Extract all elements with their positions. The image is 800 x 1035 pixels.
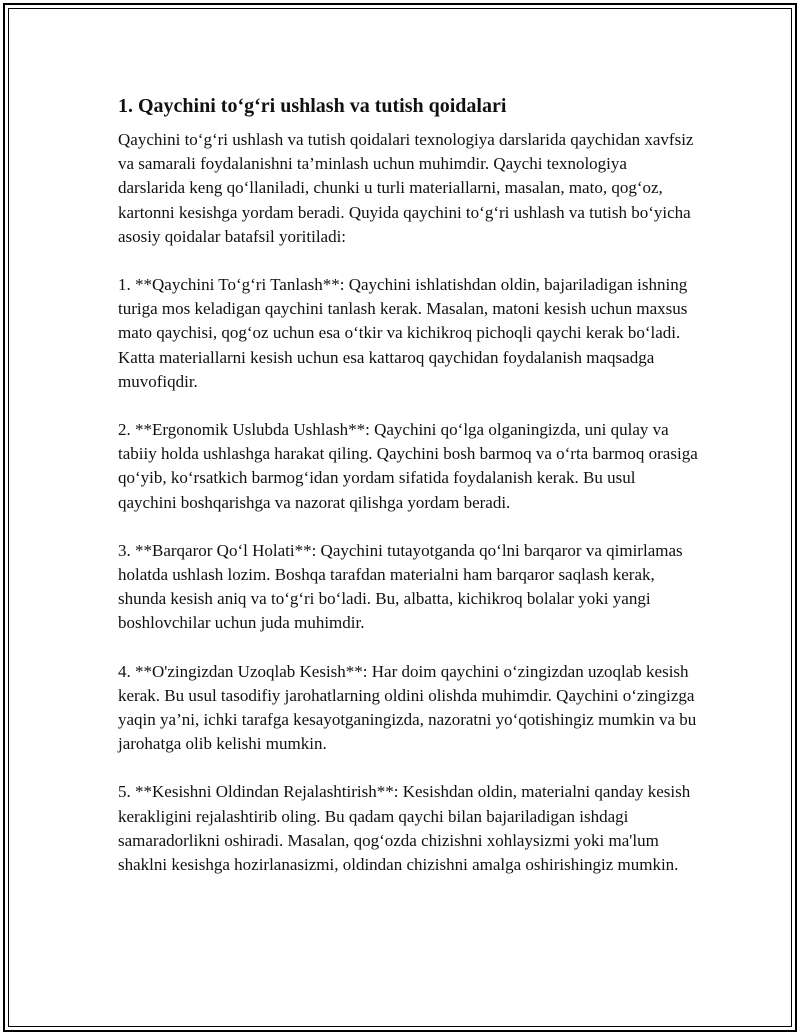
document-body: [118, 92, 698, 901]
rule-paragraph-1: 1. **Qaychini To‘g‘ri Tanlash**: Qaychini ishlatishdan oldin, bajariladigan ishning turiga mos keladigan qaychini tanlash kerak. Masalan, matoni kesish uchun maxsus mato qaychisi, qog‘oz uchun esa o‘tkir va kichikroq pichoqli qaychi kerak bo‘ladi. Katta materiallarni kesish uchun esa kattaroq qaychidan foydalanish maqsadga muvofiqdir.: [118, 275, 688, 391]
rule-paragraph-4: 4. **O'zingizdan Uzoqlab Kesish**: Har doim qaychini o‘zingizdan uzoqlab kesish kerak. Bu usul tasodifiy jarohatlarning oldini olishda muhimdir. Qaychini o‘zingizga yaqin ya’ni, ichki tarafga kesayotganingizda, nazoratni yo‘qotishingiz mumkin va bu jarohatga olib kelishi mumkin.: [118, 661, 697, 754]
rule-paragraph-3: 3. **Barqaror Qo‘l Holati**: Qaychini tutayotganda qo‘lni barqaror va qimirlamas holatda ushlash lozim. Boshqa tarafdan materialni ham barqaror saqlash kerak, shunda kesish aniq va to‘g‘ri bo‘ladi. Bu, albatta, kichikroq bolalar yoki yangi boshlovchilar uchun juda muhimdir.: [118, 540, 683, 633]
section-heading: 1. Qaychini to‘g‘ri ushlash va tutish qoidalari: [118, 95, 507, 117]
rule-paragraph-5: 5. **Kesishni Oldindan Rejalashtirish**: Kesishdan oldin, materialni qanday kesish kerakligini rejalashtirib oling. Bu qadam qaychi bilan bajariladigan ishdagi samaradorlikni oshiradi. Masalan, qog‘ozda chizishni xohlaysizmi yoki ma'lum shaklni kesishga hozirlanasizmi, oldindan chizishni amalga oshirishingiz mumkin.: [118, 782, 691, 875]
intro-paragraph: Qaychini to‘g‘ri ushlash va tutish qoidalari texnologiya darslarida qaychidan xavfsiz va samarali foydalanishni ta’minlash uchun muhimdir. Qaychi texnologiya darslarida keng qo‘llaniladi, chunki u turli materiallarni, masalan, mato, qog‘oz, kartonni kesishga yordam beradi. Quyida qaychini to‘g‘ri ushlash va tutish bo‘yicha asosiy qoidalar batafsil yoritiladi:: [118, 130, 694, 246]
rule-paragraph-2: 2. **Ergonomik Uslubda Ushlash**: Qaychini qo‘lga olganingizda, uni qulay va tabiiy holda ushlashga harakat qiling. Qaychini bosh barmoq va o‘rta barmoq orasiga qo‘yib, ko‘rsatkich barmog‘idan yordam sifatida foydalanish kerak. Bu usul qaychini boshqarishga va nazorat qilishga yordam beradi.: [118, 420, 698, 512]
